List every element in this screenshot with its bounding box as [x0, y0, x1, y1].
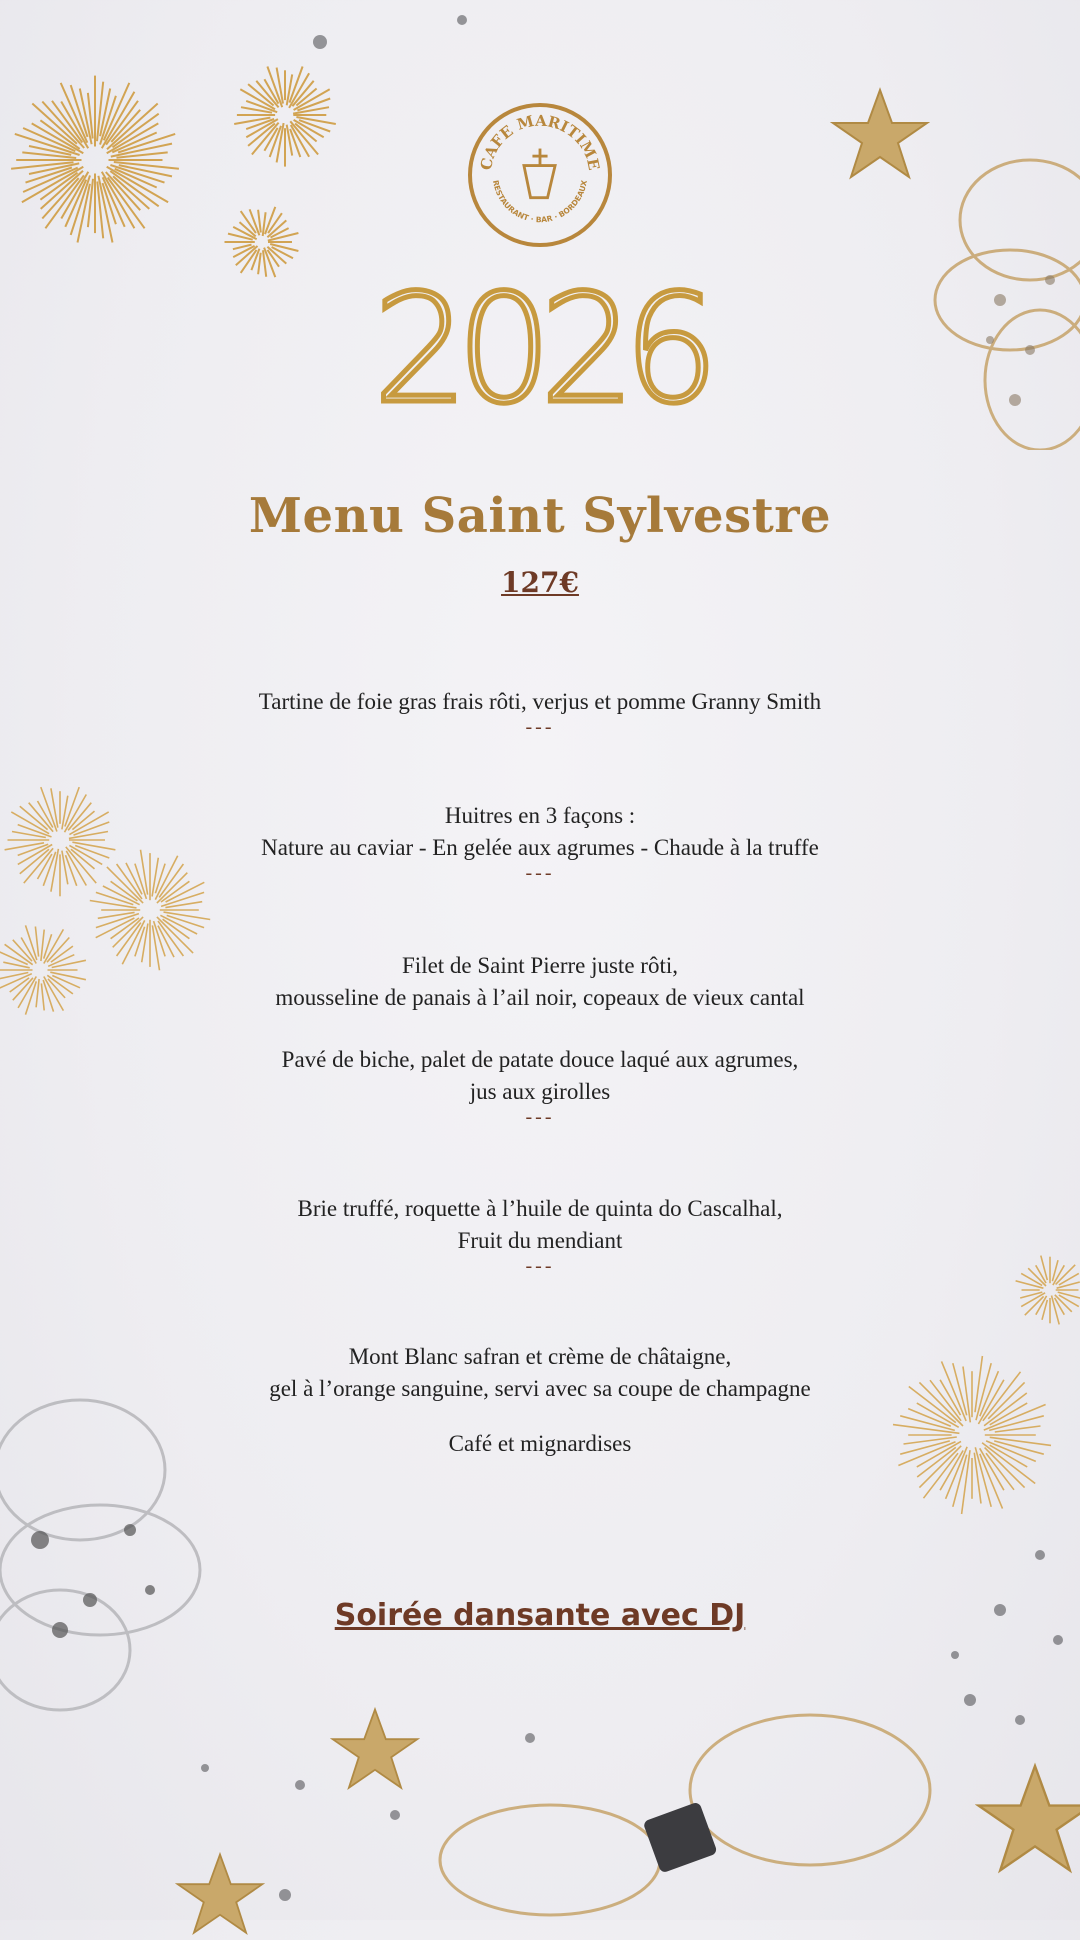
firework-ray: [264, 79, 278, 103]
firework-ray: [3, 962, 29, 968]
firework-ray: [18, 977, 36, 1008]
firework-ray: [13, 978, 33, 1000]
course-line: Fruit du mendiant: [457, 1228, 623, 1253]
firework-ray: [52, 976, 80, 988]
firework-ray: [1021, 1293, 1045, 1307]
course-line: Brie truffé, roquette à l’huile de quinta do Cascalhal,: [297, 1196, 783, 1221]
firework-ray: [107, 123, 159, 153]
firework-ray: [264, 248, 275, 278]
firework-ray: [163, 919, 190, 939]
firework-ray: [111, 918, 139, 939]
firework-ray: [986, 1453, 1014, 1490]
firework-ray: [277, 123, 284, 162]
dj-party-announcement: Soirée dansante avec DJ: [334, 1598, 746, 1633]
logo-text-bottom: RESTAURANT · BAR · BORDEAUX: [491, 179, 589, 225]
firework-ray: [290, 121, 318, 154]
firework-ray: [272, 247, 293, 258]
firework-ray: [102, 172, 135, 229]
firework-ray: [1025, 1296, 1044, 1315]
cafe-maritime-logo: [468, 103, 612, 247]
course-2: [150, 800, 930, 882]
firework-ray: [62, 851, 68, 885]
firework-ray: [975, 1447, 991, 1507]
firework-ray: [942, 1361, 967, 1421]
firework-ray: [42, 102, 84, 149]
firework-ray: [41, 930, 44, 961]
firework-ray: [26, 925, 37, 960]
firework-ray: [228, 234, 253, 240]
logo-text-top: CAFE MARITIME: [476, 111, 604, 172]
firework-ray: [113, 114, 159, 148]
firework-ray: [246, 101, 277, 112]
firework-ray: [296, 117, 335, 124]
firework-ray: [65, 180, 86, 227]
firework-ray: [989, 1416, 1044, 1431]
firework-ray: [88, 179, 93, 227]
firework-ray: [978, 1380, 1004, 1424]
firework-ray: [289, 73, 309, 108]
firework-ray: [264, 128, 277, 151]
firework-ray: [110, 171, 158, 206]
firework-ray: [160, 915, 197, 934]
firework-ray: [980, 1454, 1003, 1509]
firework-ray: [115, 169, 157, 188]
firework-ray: [110, 165, 164, 183]
firework-ray: [975, 1356, 982, 1412]
firework-ray: [0, 974, 32, 989]
firework-ray: [13, 940, 32, 961]
gold-star-bottom-decoration: [330, 1705, 420, 1795]
firework-ray: [940, 1380, 960, 1415]
firework-ray: [141, 850, 148, 895]
firework-ray: [246, 119, 278, 137]
firework-ray: [117, 864, 142, 899]
firework-ray: [32, 123, 84, 153]
firework-ray: [287, 74, 293, 105]
firework-ray: [119, 165, 172, 176]
firework-ray: [20, 806, 48, 829]
firework-ray: [100, 96, 116, 145]
firework-ray: [1028, 1268, 1046, 1286]
firework-ray: [74, 822, 110, 835]
firework-ray: [277, 68, 283, 104]
firework-ray: [117, 923, 141, 956]
firework-ray: [295, 124, 317, 142]
firework-ray: [963, 1367, 970, 1423]
firework-ray: [980, 1448, 1004, 1490]
firework-ray: [103, 177, 125, 227]
firework-ray: [161, 892, 204, 906]
firework-ray: [98, 912, 135, 918]
firework-ray: [103, 183, 116, 224]
firework-ray: [52, 101, 82, 143]
firework-ray: [953, 1363, 967, 1415]
firework-ray: [258, 253, 261, 275]
course-line: gel à l’orange sanguine, servi avec sa coupe de champagne: [269, 1376, 811, 1401]
firework-ray: [271, 228, 289, 237]
firework-ray: [48, 979, 65, 998]
firework-ray: [29, 163, 79, 174]
firework-ray: [294, 89, 330, 110]
firework-ray: [96, 918, 135, 938]
menu-price: 127€: [501, 566, 579, 599]
firework-ray: [299, 120, 330, 131]
firework-ray: [100, 89, 110, 137]
firework-ray: [234, 118, 270, 124]
course-separator: ---: [525, 862, 555, 884]
firework-ray: [258, 210, 261, 233]
firework-ray: [52, 960, 86, 967]
firework-ray: [61, 83, 88, 143]
firework-ray: [240, 89, 275, 109]
course-5: [150, 1193, 930, 1275]
firework-ray: [22, 167, 83, 203]
firework-ray: [293, 107, 329, 113]
firework-ray: [990, 1437, 1051, 1445]
firework-ray: [102, 92, 135, 149]
firework-ray: [233, 227, 257, 239]
firework-ray: [161, 881, 189, 902]
firework-ray: [113, 176, 149, 209]
firework-ray: [50, 972, 86, 980]
firework-ray: [994, 1441, 1044, 1454]
logo-emblem-icon: [472, 107, 608, 243]
firework-ray: [23, 128, 75, 151]
firework-ray: [90, 901, 137, 908]
firework-ray: [12, 832, 46, 838]
firework-ray: [40, 120, 79, 149]
firework-ray: [65, 787, 79, 826]
firework-ray: [241, 211, 256, 233]
firework-ray: [47, 975, 73, 994]
firework-ray: [267, 67, 282, 108]
svg-text:RESTAURANT · BAR · BORDEAUX: [491, 179, 589, 224]
firework-ray: [0, 951, 28, 965]
firework-ray: [98, 176, 112, 243]
firework-ray: [45, 175, 84, 228]
firework-ray: [142, 924, 148, 963]
course-line: Tartine de foie gras frais rôti, verjus et pomme Granny Smith: [258, 689, 822, 714]
firework-ray: [111, 110, 140, 142]
firework-ray: [1036, 1265, 1046, 1283]
firework-ray: [263, 250, 266, 276]
firework-ray: [248, 84, 274, 105]
firework-ray: [18, 845, 52, 865]
firework-ray: [96, 914, 139, 928]
firework-ray: [1052, 1260, 1058, 1281]
course-7: [150, 1428, 930, 1460]
firework-ray: [11, 162, 73, 169]
course-6: [150, 1341, 930, 1405]
firework-ray: [1059, 1295, 1079, 1307]
course-separator: ---: [525, 1106, 555, 1128]
firework-ray: [66, 847, 96, 883]
firework-ray: [62, 796, 68, 830]
firework-ray: [985, 1448, 1025, 1488]
firework-ray: [43, 980, 53, 1012]
firework-ray: [1052, 1296, 1060, 1325]
firework-ray: [265, 207, 275, 234]
firework-ray: [126, 863, 142, 895]
firework-ray: [166, 882, 205, 902]
firework-ray: [72, 842, 115, 850]
firework-ray: [268, 250, 280, 267]
firework-ray: [65, 795, 87, 833]
course-line: Café et mignardises: [448, 1431, 632, 1456]
fireworks-top-left-decoration: [0, 20, 360, 300]
course-separator: ---: [525, 716, 555, 738]
year-heading: 2026: [373, 263, 707, 437]
firework-ray: [1016, 1281, 1044, 1288]
firework-ray: [287, 125, 293, 156]
firework-ray: [982, 1443, 1035, 1484]
firework-ray: [290, 129, 300, 157]
firework-ray: [72, 811, 94, 830]
firework-ray: [990, 1403, 1027, 1425]
firework-ray: [984, 1405, 1046, 1431]
firework-ray: [15, 134, 80, 155]
firework-ray: [103, 886, 140, 905]
firework-ray: [20, 849, 49, 873]
course-1: [150, 686, 930, 736]
menu-title: Menu Saint Sylvestre: [248, 488, 832, 544]
firework-ray: [112, 133, 156, 153]
firework-ray: [75, 846, 109, 859]
firework-ray: [290, 67, 303, 103]
firework-ray: [22, 152, 76, 158]
firework-ray: [11, 812, 49, 834]
firework-ray: [980, 1371, 999, 1416]
firework-ray: [256, 81, 278, 108]
firework-ray: [250, 209, 260, 235]
firework-ray: [24, 848, 53, 883]
firework-ray: [940, 1451, 963, 1491]
course-line: Nature au caviar - En gelée aux agrumes - Chaude à la truffe: [261, 835, 819, 860]
firework-ray: [88, 93, 93, 139]
firework-ray: [26, 981, 37, 1014]
firework-ray: [114, 162, 179, 169]
firework-ray: [26, 168, 72, 183]
firework-ray: [164, 912, 211, 919]
firework-ray: [113, 917, 143, 947]
firework-ray: [117, 152, 168, 157]
firework-ray: [1053, 1265, 1064, 1285]
firework-ray: [296, 89, 316, 106]
firework-ray: [66, 855, 77, 886]
firework-ray: [104, 83, 130, 140]
course-line: jus aux girolles: [469, 1079, 611, 1104]
firework-ray: [97, 82, 103, 142]
firework-ray: [962, 1450, 970, 1514]
course-separator: ---: [525, 1255, 555, 1277]
firework-ray: [167, 915, 204, 927]
firework-ray: [61, 102, 88, 149]
firework-ray: [41, 171, 83, 209]
firework-ray: [248, 124, 275, 146]
firework-ray: [251, 249, 259, 270]
firework-ray: [44, 934, 52, 958]
firework-ray: [983, 1372, 1021, 1421]
firework-ray: [69, 845, 102, 864]
firework-ray: [107, 167, 168, 203]
firework-ray: [1055, 1295, 1072, 1312]
firework-ray: [252, 123, 279, 155]
firework-ray: [69, 832, 108, 839]
firework-ray: [988, 1382, 1024, 1418]
course-4: [150, 1044, 930, 1126]
firework-ray: [111, 881, 138, 901]
firework-ray: [29, 803, 53, 832]
firework-ray: [51, 788, 58, 827]
firework-ray: [106, 101, 138, 145]
firework-ray: [29, 146, 71, 155]
course-line: mousseline de panais à l’ail noir, copeaux de vieux cantal: [275, 985, 805, 1010]
course-line: Filet de Saint Pierre juste rôti,: [402, 953, 678, 978]
firework-ray: [44, 977, 64, 1011]
firework-ray: [18, 825, 52, 837]
course-line: Huitres en 3 façons :: [444, 803, 636, 828]
firework-ray: [1020, 1292, 1042, 1298]
firework-ray: [165, 902, 202, 908]
firework-ray: [35, 927, 38, 957]
firework-ray: [1057, 1282, 1080, 1288]
firework-ray: [241, 107, 272, 113]
firework-ray: [71, 175, 90, 235]
firework-ray: [38, 801, 53, 828]
gold-star-bottom-right-decoration: [975, 1760, 1080, 1880]
firework-ray: [986, 1441, 1036, 1462]
firework-ray: [1058, 1292, 1080, 1299]
firework-ray: [71, 85, 88, 137]
firework-ray: [107, 867, 143, 903]
firework-ray: [236, 246, 258, 265]
firework-ray: [1041, 1256, 1048, 1281]
firework-ray: [1021, 1273, 1042, 1285]
firework-ray: [268, 233, 299, 241]
firework-ray: [44, 929, 64, 963]
firework-ray: [930, 1380, 961, 1421]
firework-ray: [990, 1445, 1027, 1467]
firework-ray: [263, 212, 266, 236]
firework-ray: [233, 245, 252, 250]
firework-ray: [10, 978, 29, 992]
firework-ray: [108, 178, 145, 229]
course-line: Pavé de biche, palet de patate douce laqué aux agrumes,: [281, 1047, 799, 1072]
firework-ray: [270, 244, 298, 251]
firework-ray: [111, 144, 172, 157]
firework-ray: [61, 172, 88, 219]
firework-ray: [267, 247, 286, 264]
firework-ray: [43, 852, 55, 886]
firework-ray: [294, 120, 324, 137]
firework-ray: [48, 955, 74, 967]
firework-ray: [1059, 1273, 1079, 1285]
firework-ray: [78, 184, 90, 243]
firework-ray: [292, 81, 313, 106]
firework-ray: [917, 1403, 959, 1427]
firework-ray: [5, 843, 44, 850]
firework-ray: [241, 250, 257, 273]
firework-ray: [18, 844, 49, 855]
firework-ray: [1056, 1265, 1076, 1285]
firework-ray: [946, 1447, 968, 1499]
firework-ray: [0, 973, 28, 980]
firework-ray: [68, 803, 91, 831]
course-line: Mont Blanc safran et crème de châtaigne,: [348, 1344, 732, 1369]
firework-ray: [69, 812, 108, 835]
firework-ray: [41, 983, 44, 1010]
firework-ray: [107, 104, 158, 150]
firework-ray: [976, 1363, 991, 1420]
firework-ray: [974, 1453, 981, 1504]
firework-ray: [80, 89, 92, 145]
firework-ray: [42, 178, 78, 218]
firework-ray: [267, 220, 286, 237]
firework-ray: [908, 1409, 951, 1427]
firework-ray: [51, 946, 73, 962]
firework-ray: [1042, 1300, 1047, 1320]
firework-ray: [5, 944, 33, 964]
firework-ray: [40, 173, 77, 200]
firework-ray: [1055, 1298, 1065, 1315]
firework-ray: [71, 849, 95, 869]
firework-ray: [233, 246, 254, 257]
firework-ray: [97, 182, 103, 239]
firework-ray: [135, 927, 145, 957]
firework-ray: [23, 168, 78, 192]
gold-star-decoration: [830, 85, 930, 185]
firework-ray: [32, 104, 77, 144]
firework-ray: [118, 134, 175, 153]
firework-ray: [297, 99, 330, 111]
course-3: [150, 950, 930, 1014]
firework-ray: [122, 920, 144, 964]
firework-ray: [47, 938, 69, 963]
firework-ray: [1036, 1296, 1047, 1315]
firework-ray: [135, 864, 147, 899]
firework-ray: [51, 849, 59, 892]
firework-ray: [106, 172, 140, 210]
firework-ray: [270, 126, 281, 157]
firework-ray: [246, 119, 274, 129]
firework-ray: [157, 917, 193, 953]
firework-ray: [240, 222, 256, 236]
firework-ray: [38, 854, 52, 879]
firework-ray: [41, 787, 57, 831]
firework-ray: [66, 851, 86, 886]
gold-star-bottom-left-decoration: [175, 1850, 265, 1940]
firework-ray: [96, 892, 133, 904]
wrapped-candy-decoration: [430, 1700, 950, 1920]
firework-ray: [984, 1393, 1027, 1426]
firework-ray: [995, 1426, 1041, 1432]
firework-ray: [21, 938, 36, 964]
firework-ray: [953, 1455, 967, 1507]
firework-ray: [291, 125, 309, 157]
firework-ray: [36, 979, 39, 1007]
firework-ray: [268, 213, 282, 233]
